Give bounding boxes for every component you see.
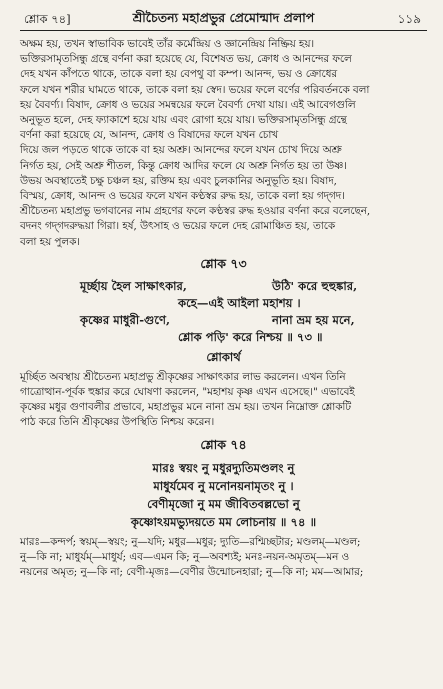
purport-paragraph <box>20 37 427 250</box>
verse-73-title: শ্লোক ৭৩ <box>200 255 247 271</box>
verse-line-part: মূর্চ্ছায় হৈল সাক্ষাৎকার, <box>80 278 187 293</box>
text-line: বিস্ময়, ক্রোধ, আনন্দ ও ভয়ের ফলে যখন কণ্ঠস্বর রুদ্ধ হয়, তাকে বলা হয় গদ্‌গদ। <box>20 190 345 203</box>
text-line: নু—কি না; মাধুর্যম্—মাধুর্য; এব—এমন কি; নু—অবশ্যই; মনঃ-নয়ন-অমৃতম্—মন ও <box>20 550 350 563</box>
text-line: শ্রীচৈতন্য মহাপ্রভু ভগবানের নাম গ্রহণের ফলে কণ্ঠস্বর রুদ্ধ হওয়ার বর্ণনা করে বলেছেন, <box>20 205 371 218</box>
verse-line <box>20 295 427 312</box>
text-line: মারঃ—কন্দর্প; স্বয়ম্—স্বয়ং; নু—যদি; মধুর—মধুর; দ্যুতি—রশ্মিচ্ছটার; মণ্ডলম্—মণ্ডল; <box>20 535 361 548</box>
text-line: গাত্রোত্থান-পূর্বক হুঙ্কার করে ঘোষণা করলেন, "মহাশয় কৃষ্ণ এখন এসেছে।" এভাবেই <box>20 386 355 399</box>
verse-line-part: কৃষ্ণের মাধুরী-গুণে, <box>80 312 171 327</box>
verse-line <box>20 329 427 346</box>
text-line: নয়নের অমৃত; নু—কি না; বেণী-মৃজঃ—বেণীর উন্মোচনহারা; নু—কি না; মম—আমার; <box>20 566 364 579</box>
translation-paragraph <box>20 370 427 431</box>
verse-line-part: নানা ভ্রম হয় মনে, <box>272 312 355 327</box>
verse-74 <box>20 459 427 531</box>
translation-title: শ্লোকার্থ <box>206 349 241 364</box>
text-line: দেহ যখন কাঁপতে থাকে, তাকে বলা হয় বেপথু বা কম্প। আনন্দ, ভয় ও ক্রোধের <box>20 68 338 81</box>
page-header <box>20 8 427 31</box>
text-line: অক্ষম হয়, তখন স্বাভাবিক ভাবেই তাঁর কর্মেন্দ্রিয় ও জ্ঞানেন্দ্রিয় নিষ্ক্রিয় হয়। <box>20 38 315 50</box>
verse-73 <box>20 278 427 346</box>
text-line: দিয়ে জল পড়তে থাকে তাকে বা হয় অশ্রু। আনন্দের ফলে যখন চোখ দিয়ে অশ্রু <box>20 144 342 157</box>
header-verse-ref: শ্লোক ৭৪] <box>24 12 71 26</box>
verse-line-part: উঠি' করে হুহুঙ্কার, <box>272 278 358 293</box>
sanskrit-line: মারঃ স্বয়ং নু মধুরদ্যুতিমণ্ডলং নু <box>152 460 295 475</box>
text-line: অনুভূত হলে, দেহ ফ্যাকাশে হয়ে যায় এবং রোগা হয়ে যায়। ভক্তিরসামৃতসিন্ধু গ্রন্থে <box>20 114 347 127</box>
text-line: নির্গত হয়, সেই অশ্রু শীতল, কিন্তু ক্রোধ আদির ফলে যে অশ্রু নির্গত হয় তা উষ্ণ। <box>20 159 347 172</box>
synonyms-paragraph <box>20 535 427 581</box>
header-title: শ্রীচৈতন্য মহাপ্রভুর প্রেমোন্মাদ প্রলাপ <box>132 10 315 25</box>
verse-line-part: শ্লোক পড়ি' করে নিশ্চয় ॥ ৭৩ ॥ <box>178 329 323 344</box>
text-line: বর্ণনা করা হয়েছে যে, আনন্দ, ক্রোধ ও বিষাদের ফলে যখন চোখ <box>20 129 279 142</box>
verse-line-part: কহে—এই আইলা মহাশয় । <box>178 295 301 310</box>
text-line: ভক্তিরসামৃতসিন্ধু গ্রন্থে বর্ণনা করা হয়েছে যে, বিশেষত ভয়, ক্রোধ ও আনন্দের ফলে <box>20 53 352 66</box>
text-line: উভয় অবস্থাতেই চক্ষু চঞ্চল হয়, রক্তিম হয় এবং চুলকানির অনুভূতি হয়। বিষাদ, <box>20 174 337 187</box>
sanskrit-line: মাধুর্যমেব নু মনোনয়নামৃতং নু । <box>153 478 294 493</box>
page-number: ১১৯ <box>397 12 421 26</box>
text-line: হয় বৈবর্ণ্য। বিষাদ, ক্রোধ ও ভয়ের সমন্বয়ের ফলে বৈবর্ণ্য দেখা যায়। এই আবেগগুলি <box>20 98 356 111</box>
verse-74-title: শ্লোক ৭৪ <box>200 436 247 452</box>
verse-line <box>20 278 427 295</box>
text-line: মূর্চ্ছিত অবস্থায় শ্রীচৈতন্য মহাপ্রভু শ্রীকৃষ্ণের সাক্ষাৎকার লাভ করলেন। এখন তিনি <box>20 370 346 383</box>
text-line: ফলে যখন শরীর ঘামতে থাকে, তাকে বলা হয় স্বেদ। ভয়ের ফলে বর্ণের পরিবর্তনকে বলা <box>20 83 370 96</box>
text-line: কৃষ্ণের মধুর গুণাবলীর প্রভাবে, মহাপ্রভুর মনে নানা ভ্রম হয়। তখন নিম্নোক্ত শ্লোকটি <box>20 401 351 414</box>
verse-line <box>20 312 427 329</box>
sanskrit-line: কৃষ্ণোঽয়মভ্যুদয়তে মম লোচনায় ॥ ৭৪ ॥ <box>130 514 317 529</box>
text-line: পাঠ করে তিনি শ্রীকৃষ্ণের উপস্থিতি নিশ্চয় করেন। <box>20 416 215 429</box>
text-line: বদনং গদ্‌গদরুদ্ধয়া গিরা। হর্ষ, উৎসাহ ও ভয়ের ফলে দেহ রোমাঞ্চিত হয়, তাকে <box>20 220 336 233</box>
sanskrit-line: বেণীমৃজো নু মম জীবিতবল্লভো নু <box>147 496 300 511</box>
text-line: বলা হয় পুলক। <box>20 235 80 248</box>
